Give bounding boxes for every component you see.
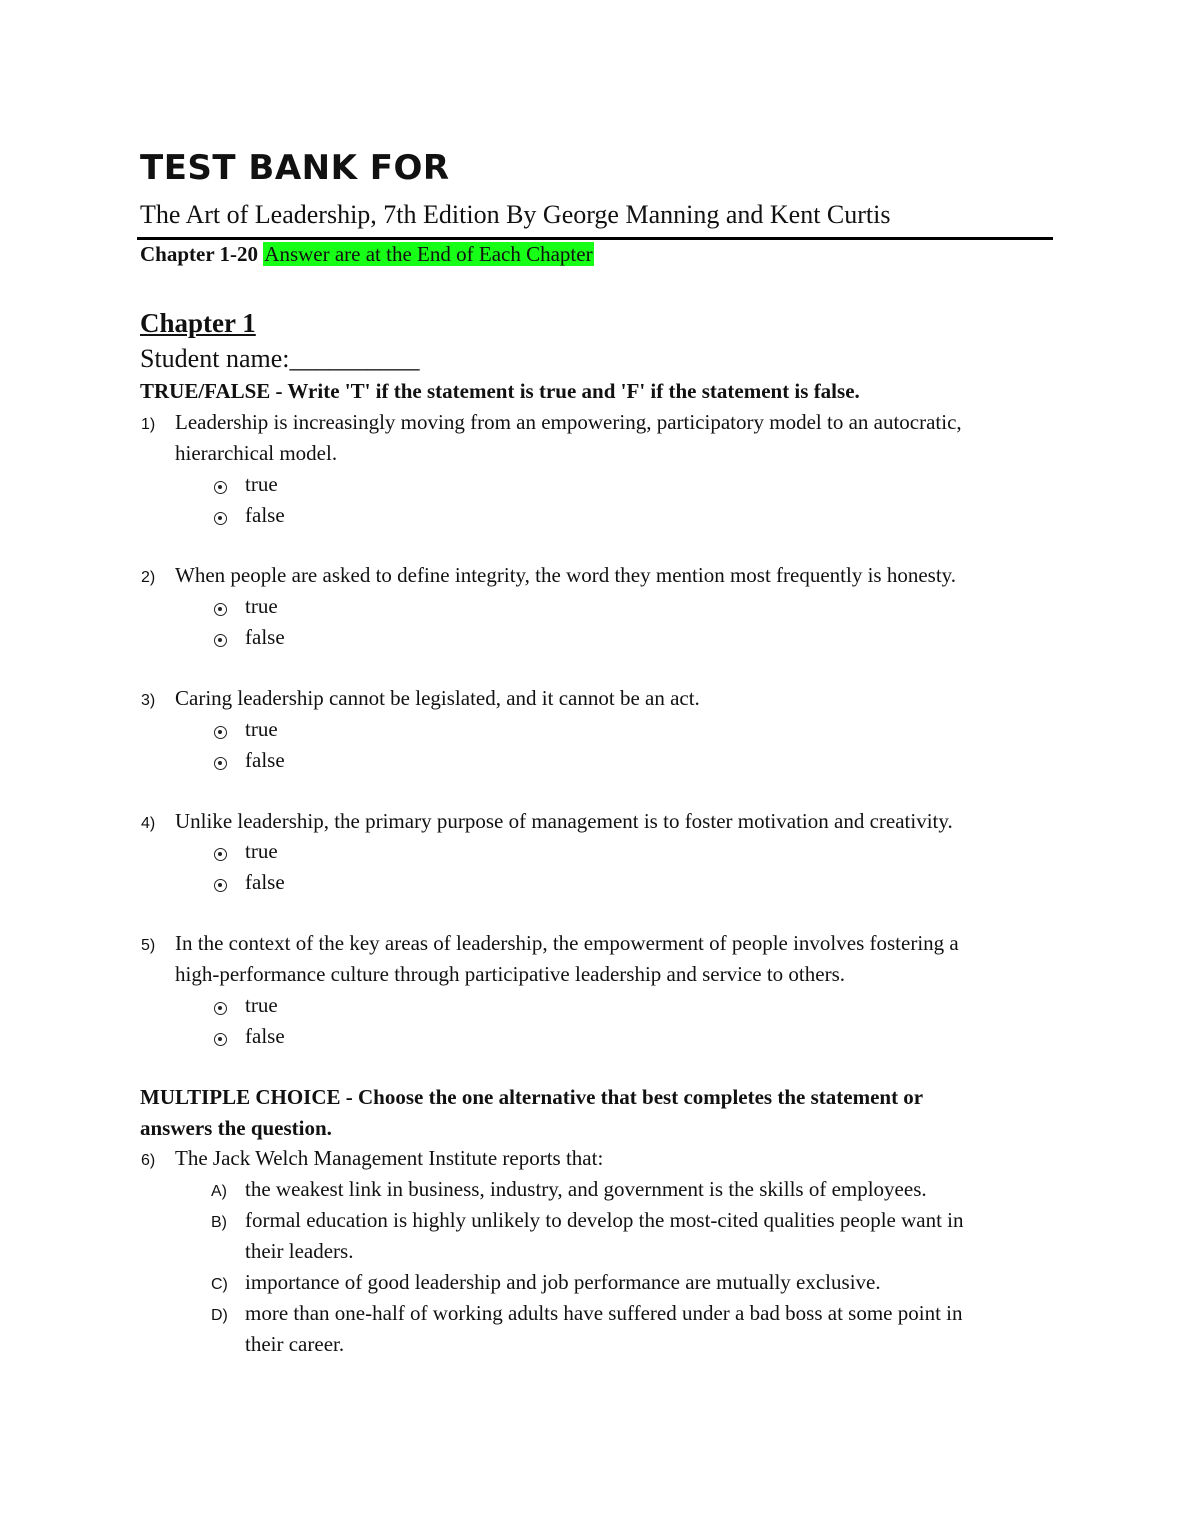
question-number: 4) [141, 815, 156, 832]
chapter-range: Chapter 1-20 [140, 242, 259, 266]
choice-d-continued[interactable]: their career. [245, 1332, 345, 1356]
radio-option-icon[interactable] [214, 512, 227, 525]
option-false[interactable]: false [245, 748, 285, 772]
question-text-line: When people are asked to define integrity, the word they mention most frequently is honesty. [175, 563, 957, 587]
choice-d[interactable]: more than one-half of working adults have suffered under a bad boss at some point in [245, 1301, 963, 1325]
question-number: 6) [141, 1152, 156, 1169]
multiple-choice-heading-line: MULTIPLE CHOICE - Choose the one alternative that best completes the statement or [140, 1085, 924, 1109]
radio-option-icon[interactable] [214, 726, 227, 739]
question-number: 1) [141, 416, 156, 433]
radio-option-icon[interactable] [214, 634, 227, 647]
question-text-line: high-performance culture through participative leadership and service to others. [175, 962, 845, 986]
radio-option-icon[interactable] [214, 1033, 227, 1046]
answer-note-highlight: Answer are at the End of Each Chapter [264, 242, 593, 266]
question-text-line: Leadership is increasingly moving from an empowering, participatory model to an autocratic, [175, 410, 962, 434]
radio-option-icon[interactable] [214, 603, 227, 616]
question-text-line: Unlike leadership, the primary purpose of management is to foster motivation and creativity. [175, 809, 953, 833]
radio-option-icon[interactable] [214, 757, 227, 770]
option-false[interactable]: false [245, 1024, 285, 1048]
question-text-line: The Jack Welch Management Institute reports that: [175, 1146, 604, 1170]
radio-option-icon[interactable] [214, 848, 227, 861]
choice-letter: C) [211, 1276, 228, 1293]
option-true[interactable]: true [245, 717, 278, 741]
option-true[interactable]: true [245, 594, 278, 618]
option-false[interactable]: false [245, 503, 285, 527]
question-number: 3) [141, 692, 156, 709]
question-text-line: In the context of the key areas of leadership, the empowerment of people involves fostering a [175, 931, 959, 955]
choice-letter: D) [211, 1307, 228, 1324]
radio-option-icon[interactable] [214, 1002, 227, 1015]
option-false[interactable]: false [245, 870, 285, 894]
chapter-range-line [140, 242, 594, 267]
choice-b-continued[interactable]: their leaders. [245, 1239, 354, 1263]
question-text-line: hierarchical model. [175, 441, 338, 465]
option-true[interactable]: true [245, 993, 278, 1017]
title-rule [137, 237, 1053, 240]
radio-option-icon[interactable] [214, 879, 227, 892]
chapter-heading: Chapter 1 [140, 308, 256, 338]
choice-c[interactable]: importance of good leadership and job performance are mutually exclusive. [245, 1270, 881, 1294]
choice-letter: A) [211, 1183, 227, 1200]
choice-b[interactable]: formal education is highly unlikely to develop the most-cited qualities people want in [245, 1208, 964, 1232]
multiple-choice-heading-line: answers the question. [140, 1116, 332, 1140]
question-number: 5) [141, 937, 156, 954]
option-false[interactable]: false [245, 625, 285, 649]
option-true[interactable]: true [245, 839, 278, 863]
option-true[interactable]: true [245, 472, 278, 496]
question-number: 2) [141, 569, 156, 586]
radio-option-icon[interactable] [214, 481, 227, 494]
question-text-line: Caring leadership cannot be legislated, and it cannot be an act. [175, 686, 700, 710]
choice-a[interactable]: the weakest link in business, industry, and government is the skills of employees. [245, 1177, 927, 1201]
page-title: TEST BANK FOR [140, 148, 450, 188]
student-name-field[interactable]: Student name:__________ [140, 344, 420, 373]
book-subtitle: The Art of Leadership, 7th Edition By George Manning and Kent Curtis [140, 200, 891, 229]
choice-letter: B) [211, 1214, 227, 1231]
true-false-heading: TRUE/FALSE - Write 'T' if the statement is true and 'F' if the statement is false. [140, 379, 860, 403]
